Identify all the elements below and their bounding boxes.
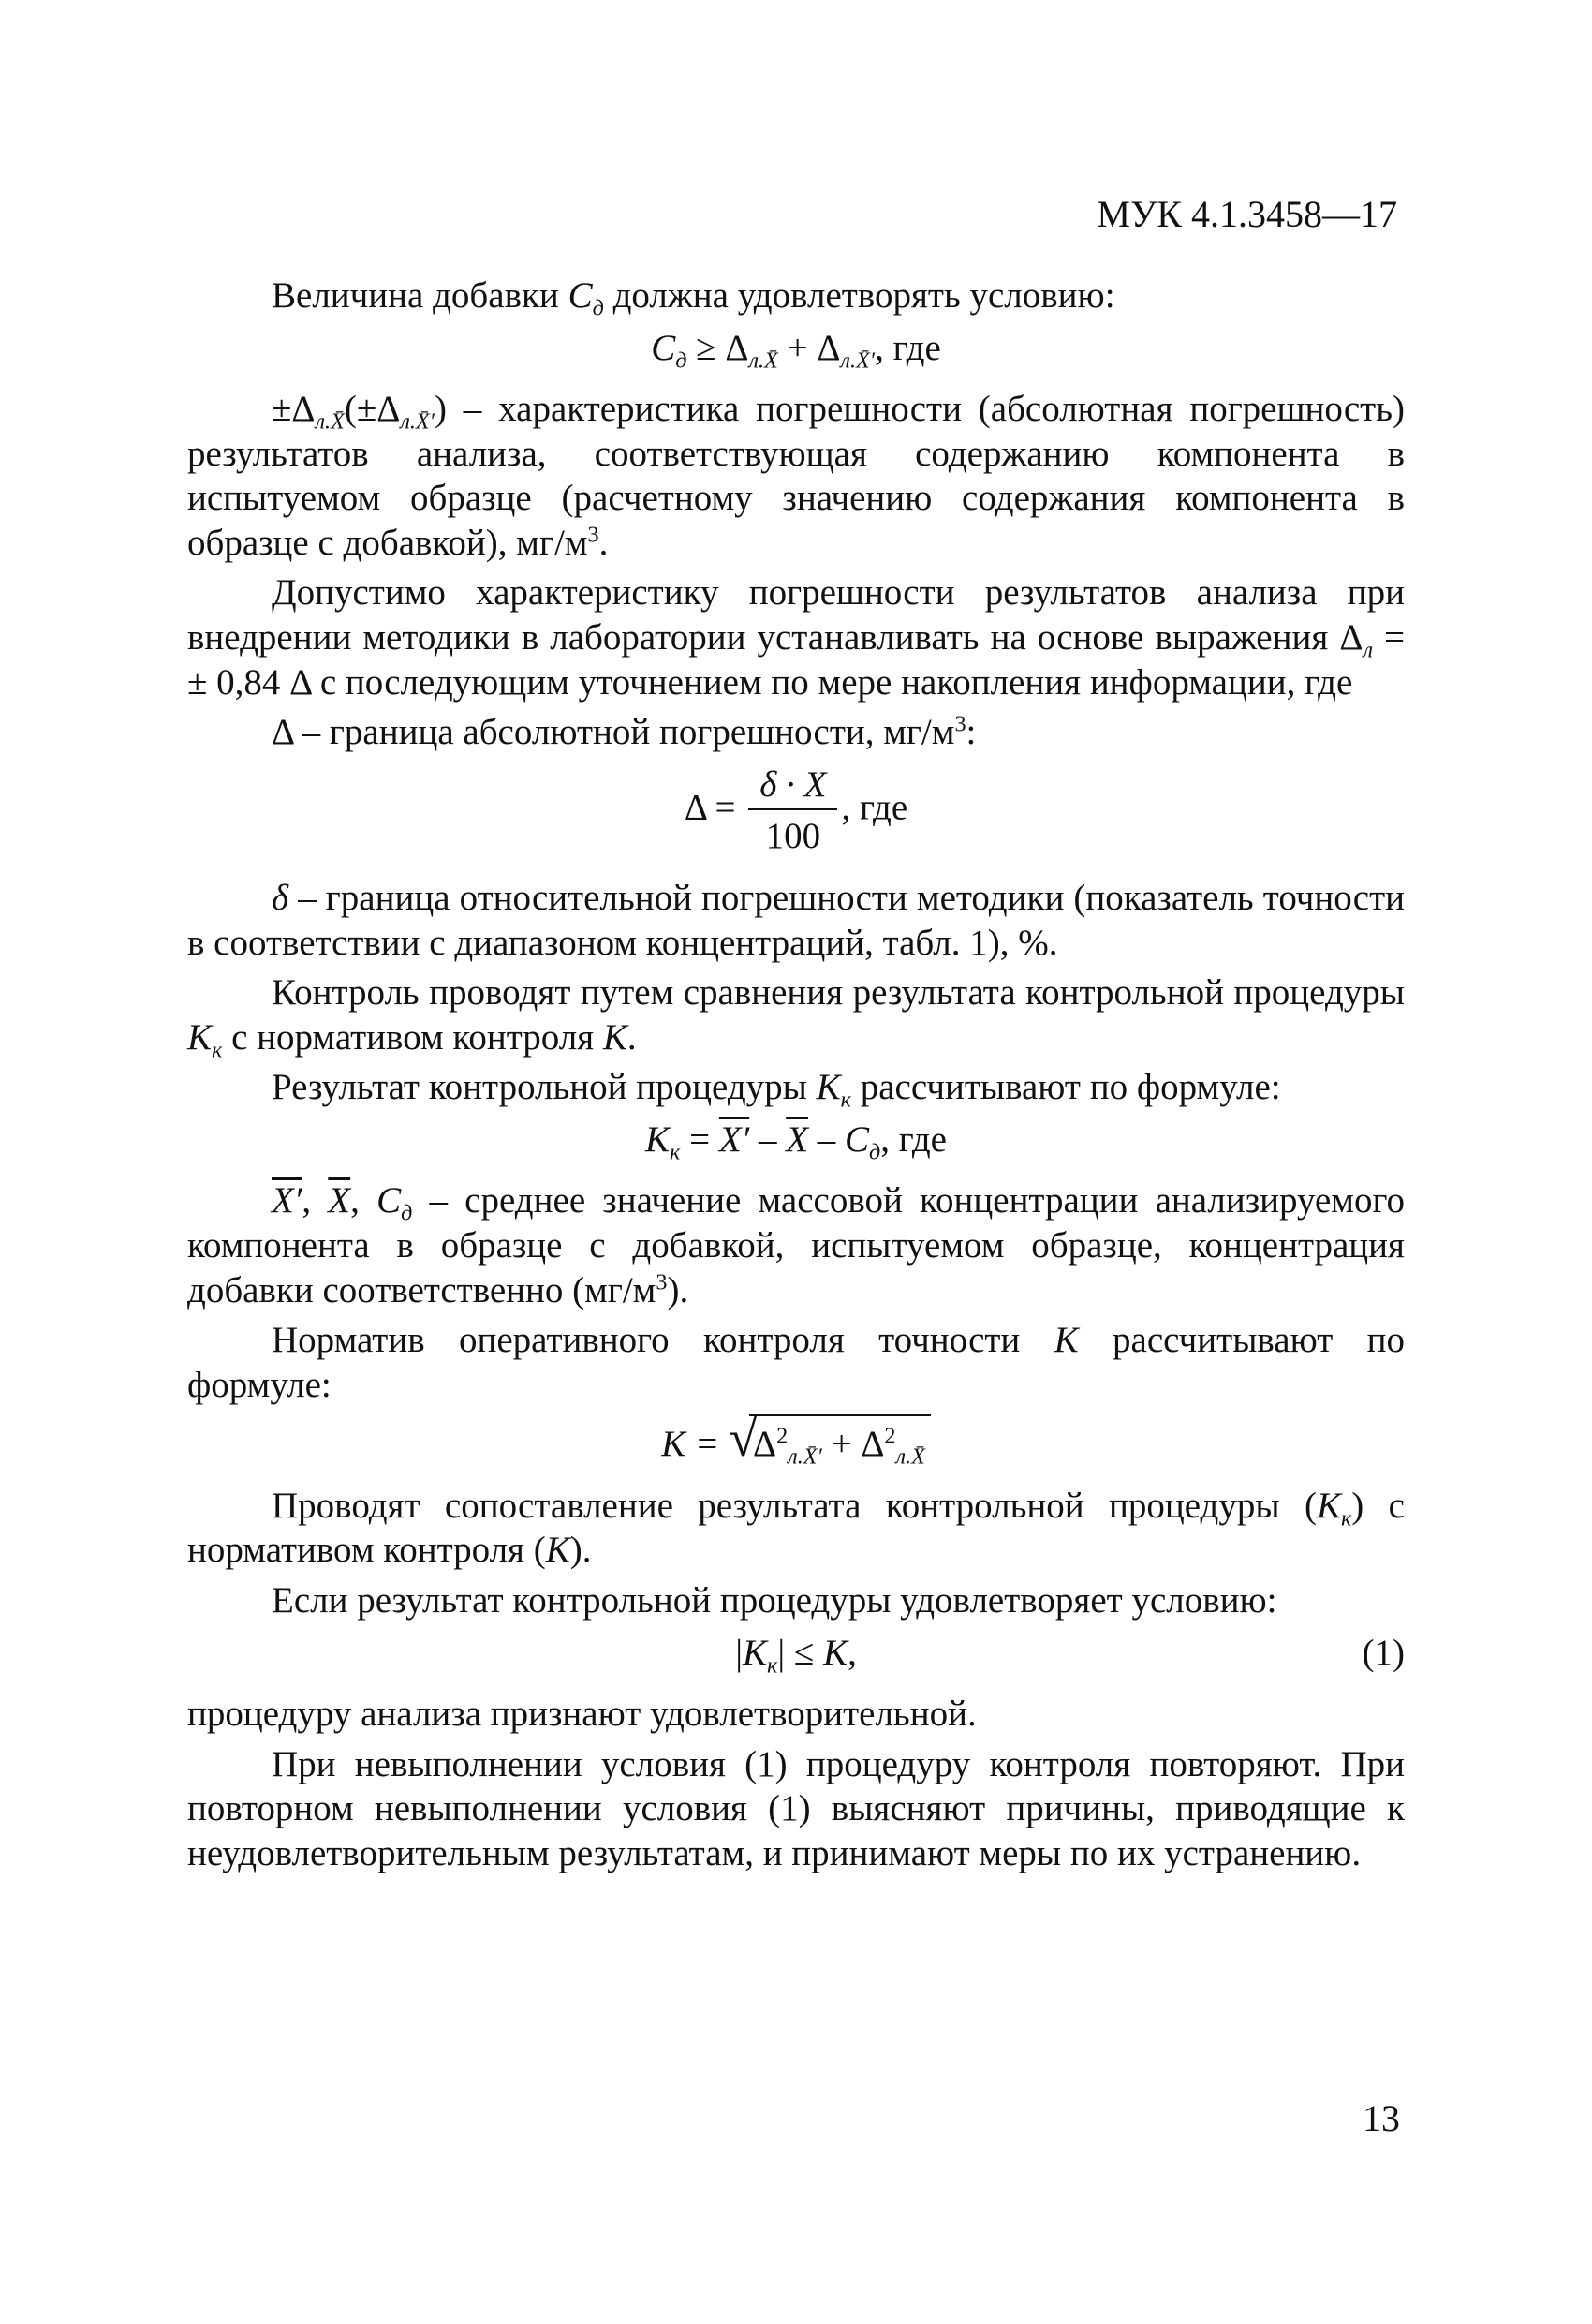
paragraph-control-result: Результат контрольной процедуры $K_к$ рассчитывают по формуле: bbox=[272, 1067, 1281, 1113]
document-id: МУК 4.1.3458—17 bbox=[1097, 193, 1397, 235]
paragraph-symbol-definitions: X′, $\overline{X}$, $C_д$ – среднее значение массовой концентрации анализируемого компонента в образце с добавкой, испытуемом образце, концентрация добавки соответственно $(мг/м^3)$. bbox=[187, 1180, 1405, 1310]
fraction: $\frac{\delta \cdot X}{100}$ bbox=[748, 762, 837, 859]
paragraph-comparison: Проводят сопоставление результата контрольной процедуры $(K_к)$ с нормативом контроля (K). bbox=[187, 1485, 1405, 1571]
square-root: √ $\Delta^2_{л.X̄'} + \Delta^2_{л.X̄}$ bbox=[729, 1414, 931, 1467]
page-number: 13 bbox=[1363, 2097, 1400, 2139]
paragraph-absolute-error: Δ – граница абсолютной погрешности, $мг/м^3$: bbox=[272, 711, 977, 753]
paragraph-condition: Если результат контрольной процедуры удовлетворяет условию: bbox=[272, 1580, 1277, 1621]
paragraph-satisfactory: процедуру анализа признают удовлетворительной. bbox=[187, 1694, 977, 1735]
equation-number: (1) bbox=[1362, 1632, 1405, 1673]
formula-additive: $C_д \ge \Delta_{л.X̄} + \Delta_{л.X̄'}$, где bbox=[651, 327, 941, 374]
formula-condition-1: $|K_к| \le K$, (1) bbox=[735, 1632, 1405, 1679]
paragraph-additive-condition: Величина добавки $C_д$ должна удовлетворять условию: bbox=[272, 275, 1115, 321]
formula-delta: Δ = $\frac{\delta \cdot X}{100}$ , где bbox=[187, 762, 1405, 859]
formula-norm: K = √ $\Delta^2_{л.X̄'} + \Delta^2_{л.X̄}$ bbox=[187, 1414, 1405, 1467]
paragraph-relative-error: δ – граница относительной погрешности методики (показатель точности в соответствии с диапазоном концентраций, табл. 1), %. bbox=[187, 877, 1405, 963]
document-body bbox=[187, 274, 1405, 1882]
radical-sign: √ bbox=[728, 1409, 758, 1468]
paragraph-repeat: При невыполнении условия (1) процедуру контроля повторяют. При повторном невыполнении условия (1) выясняют причины, приводящие к неудовлетворительным результатам, и принимают меры по их устранению. bbox=[187, 1743, 1405, 1873]
paragraph-norm: Норматив оперативного контроля точности K рассчитывают по формуле: bbox=[187, 1320, 1405, 1405]
paragraph-permissible-error: Допустимо характеристику погрешности результатов анализа при внедрении методики в лаборатории устанавливать на основе выражения $\Delta_л$ = ± 0,84 Δ с последующим уточнением по мере накопления информации, где bbox=[187, 572, 1406, 703]
paragraph-control-comparison: Контроль проводят путем сравнения результата контрольной процедуры $K_к$ с нормативом контроля K. bbox=[187, 972, 1405, 1063]
paragraph-error-definition: $\pm\Delta_{л.X̄}(\pm\Delta_{л.X̄'})$ – характеристика погрешности (абсолютная погрешность) результатов анализа, соответствующая содержанию компонента в испытуемом образце (расчетному значению содержания компонента в образце с добавкой), $мг/м^3$. bbox=[187, 389, 1405, 563]
formula-control-result: $K_к = X' - \overline{X} - C_д$, где bbox=[645, 1118, 947, 1165]
